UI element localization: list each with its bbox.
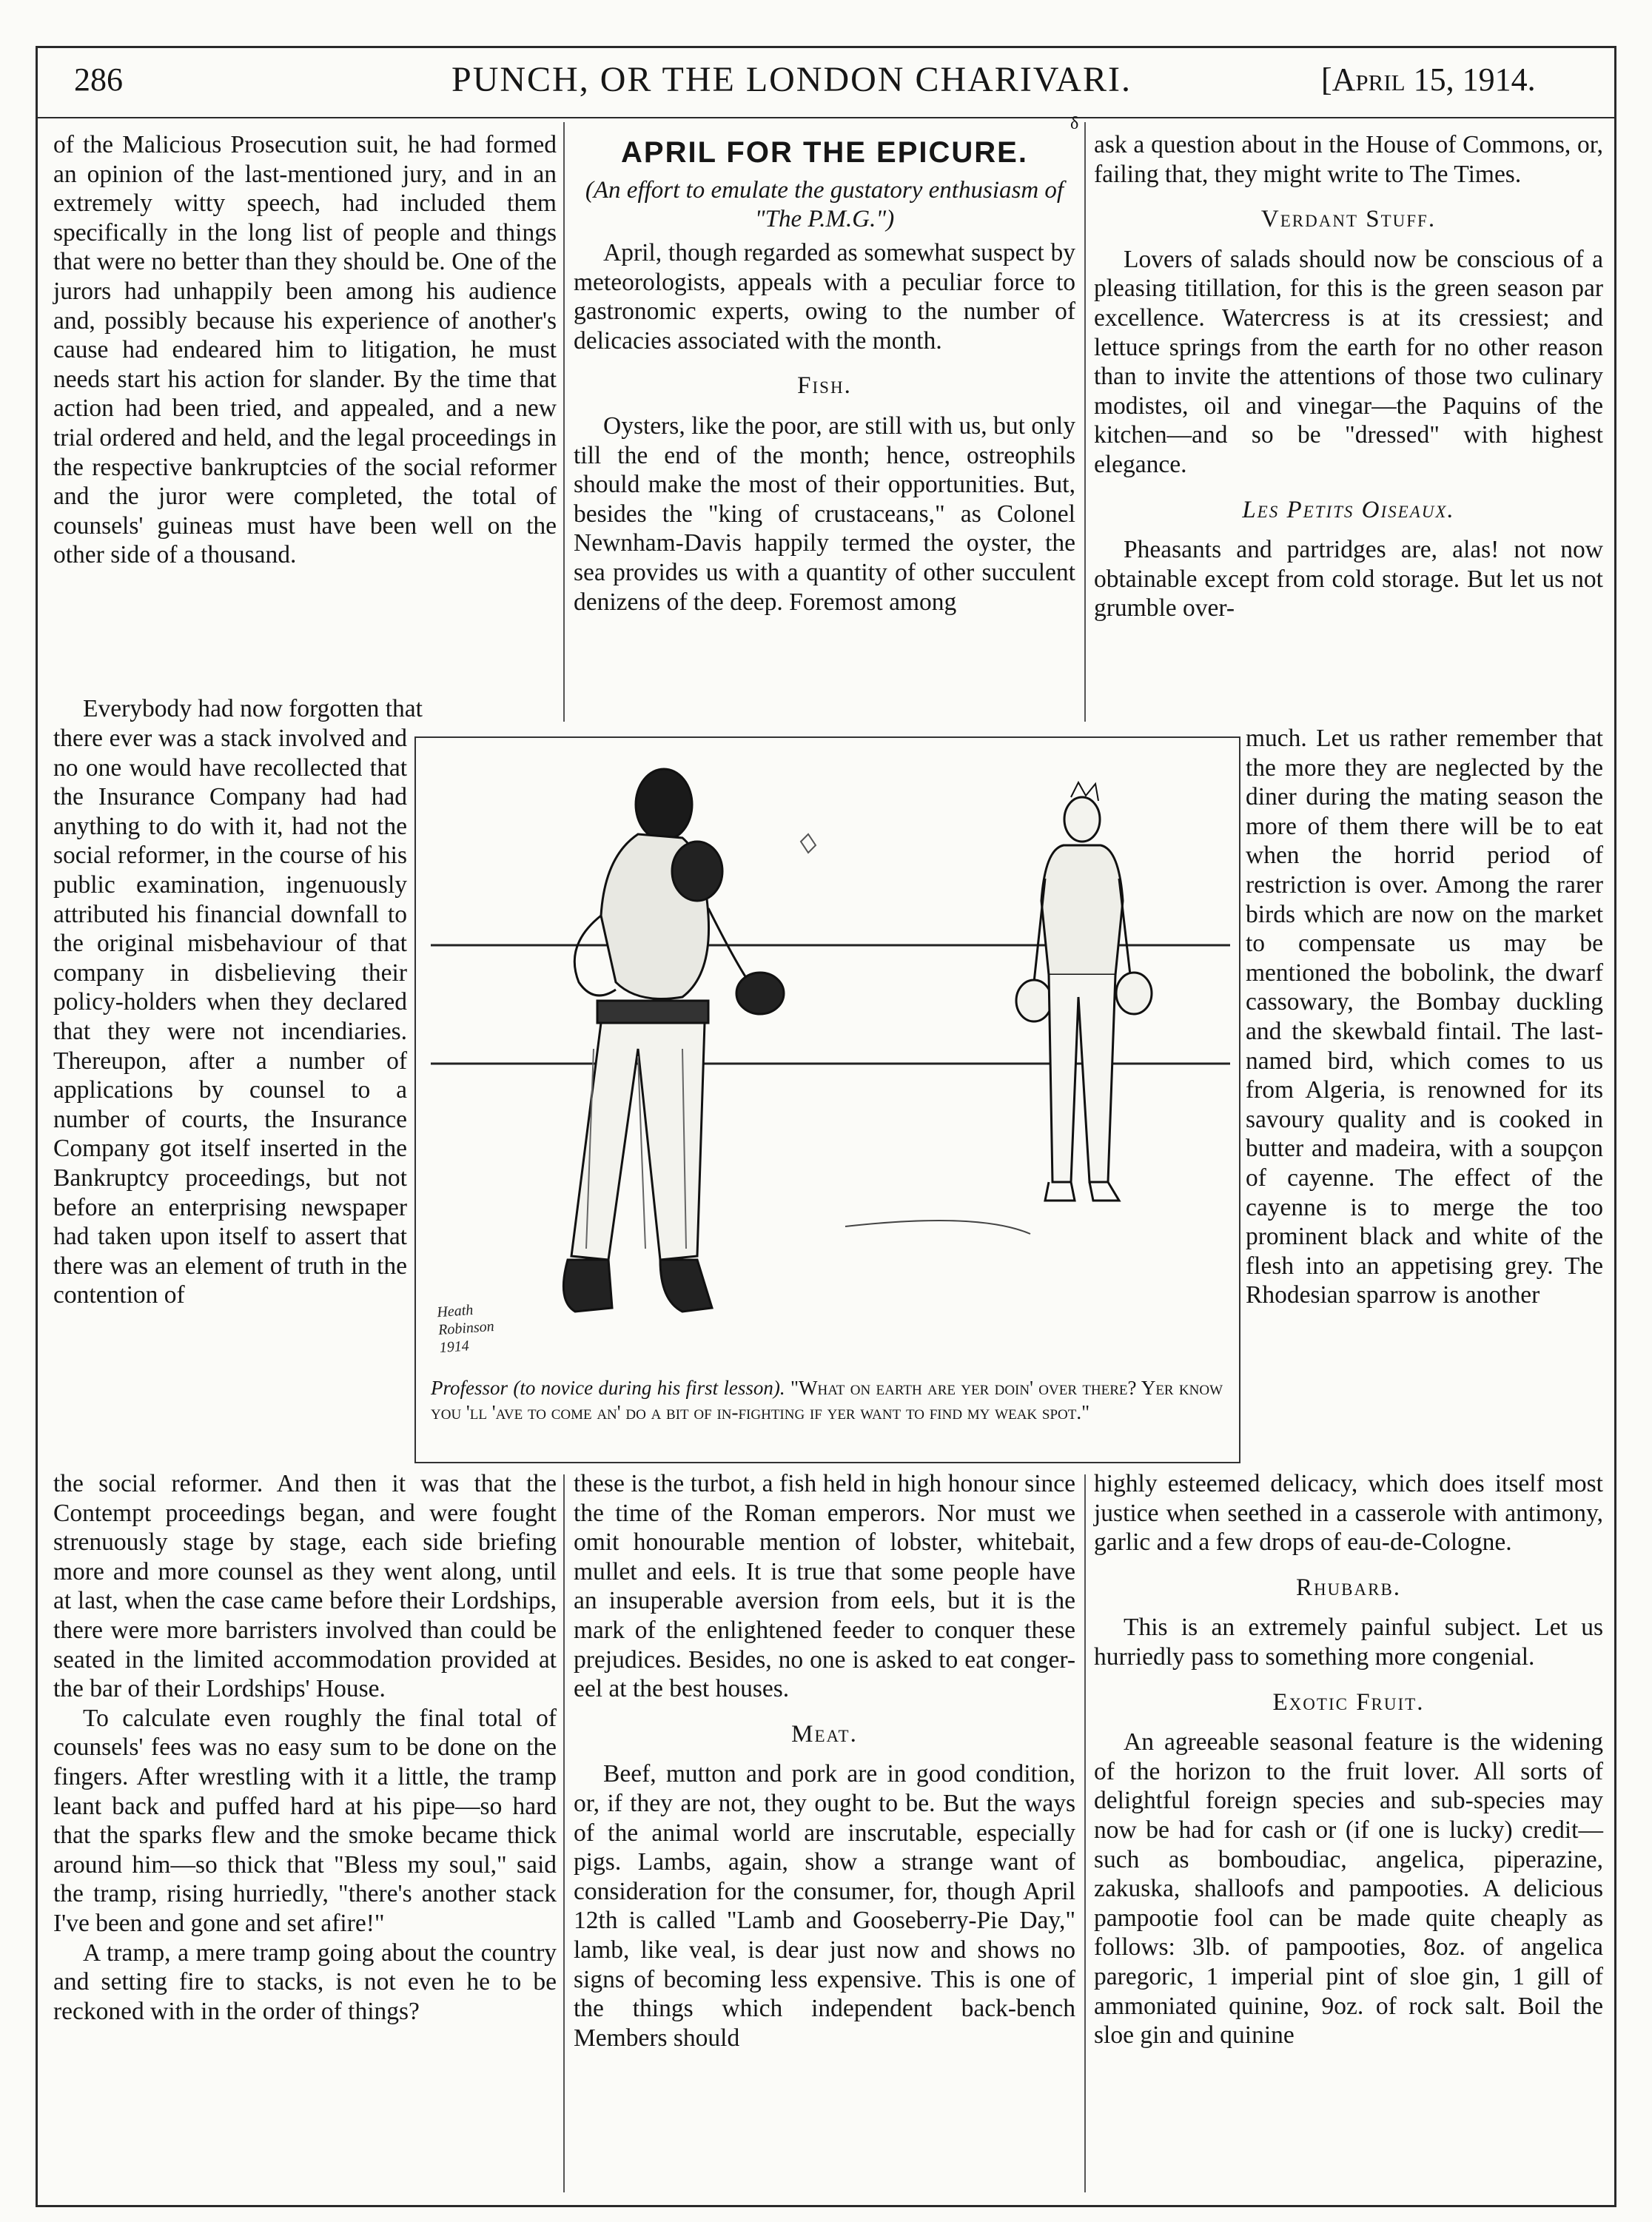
column-3-upper — [1094, 130, 1603, 623]
fish-text-continued: these is the turbot, a fish held in high honour since the time of the Roman emperors. Nor must we omit honourable mention of lobster, whitebait, mullet and eels. It is true that some people have an insuperable aversion from eels, but it is the mark of the enlightened feeder to conquer these prejudices. Besides, no one is asked to eat conger-eel at the best houses. — [574, 1470, 1075, 1703]
rhubarb-text: This is an extremely painful subject. Let us hurriedly pass to something more congenial. — [1094, 1614, 1603, 1671]
col1-paragraph-wrap-start: Everybody had now forgotten that — [83, 695, 423, 722]
caption-quote: "What on earth are yer doin' over there? Yer know you 'll 'ave to come an' do a bit of in-fighting if yer want to find my weak spot." — [431, 1377, 1223, 1423]
caption-direction: (to novice during his first lesson). — [513, 1377, 785, 1399]
heading-fish: Fish. — [797, 372, 852, 400]
column-divider-1 — [563, 122, 565, 722]
col3-intro: ask a question about in the House of Commons, or, failing that, they might write to The Times. — [1094, 131, 1603, 188]
article-subtitle: (An effort to emulate the gustatory enthusiasm of "The P.M.G.") — [585, 177, 1064, 232]
col1-paragraph: of the Malicious Prosecution suit, he had formed an opinion of the last-mentioned jury, and in an extremely witty speech, had included them specifically in the long list of people and things that were no better than they should be. One of the jurors had unhappily been among his audience and, possibly because his experience of another's cause had endeared him to litigation, he must needs start his action for slander. By the time that action had been tried, and appealed, and a new trial ordered and held, and the legal proceedings in the respective bankruptcies of the social reformer and the juror were completed, the total of counsels' guineas must have been well on the other side of a thousand. — [53, 131, 557, 569]
artist-signature: Heath Robinson 1914 — [436, 1301, 495, 1357]
cartoon-caption — [431, 1376, 1223, 1425]
exotic-text: An agreeable seasonal feature is the widening of the horizon to the fruit lover. All sorts of delightful foreign species and sub-species may now be had for cash or (if one is lucky) credit—such as bomboudiac, angelica, piperazine, zakuska, shalloofs and pampooties. A delicious pampootie fool can be made quite cheaply as follows: 3lb. of pampooties, 8oz. of angelica paregoric, 1 imperial pint of sloe gin, 1 gill of ammoniated quinine, 9oz. of rock salt. Boil the sloe gin and quinine — [1094, 1728, 1603, 2050]
heading-rhubarb: Rhubarb. — [1295, 1574, 1402, 1601]
article-title: APRIL FOR THE EPICURE. — [621, 136, 1028, 169]
column-divider-2 — [1084, 122, 1086, 722]
issue-date: [April 15, 1914. — [1321, 61, 1536, 98]
cartoon-frame — [414, 736, 1240, 1463]
col1-paragraph: the social reformer. And then it was that the Contempt proceedings began, and were fought strenuously stage by stage, each side briefing more and more counsel as they went along, until at last, when the case came before their Lordships, there were more barristers involved than could be seated in the limited accommodation provided at the bar of their Lordships' House. — [53, 1470, 557, 1703]
article-intro: April, though regarded as somewhat suspect by meteorologists, appeals with a peculiar force to gastronomic experts, owing to the number of delicacies associated with the month. — [574, 239, 1075, 355]
heading-exotic: Exotic Fruit. — [1272, 1688, 1425, 1716]
corner-mark: δ — [1070, 114, 1079, 133]
page-border-right — [1614, 46, 1616, 2207]
column-1-upper — [53, 130, 557, 570]
column-1-beside-cartoon — [53, 724, 407, 1310]
heading-oiseaux: Les Petits Oiseaux. — [1242, 496, 1455, 523]
floor-shadow — [845, 1221, 1030, 1234]
page-number: 286 — [74, 61, 123, 98]
caption-speaker: Professor — [431, 1377, 508, 1399]
column-divider-1-lower — [563, 1474, 565, 2192]
column-divider-2-lower — [1084, 1474, 1086, 2192]
verdant-text: Lovers of salads should now be conscious of a pleasing titillation, for this is the green season par excellence. Watercress is at its cressiest; and lettuce springs from the earth for no other reason than to invite the attentions of those two culinary modistes, oil and vinegar—the Paquins of the kitchen—and so be "dressed" with highest elegance. — [1094, 245, 1603, 478]
heading-meat: Meat. — [791, 1720, 858, 1748]
heading-verdant: Verdant Stuff. — [1260, 206, 1437, 233]
oiseaux-text-b: much. Let us rather remember that the more they are neglected by the diner during the mating season the more of them there will be to eat when the horrid period of restriction is over. Among the rarer birds which are now on the market to compensate us may be mentioned the bobolink, the dwarf cassowary, the Bombay duckling and the skewbald fintail. The last-named bird, which comes to us from Algeria, is renowned for its savoury quality and is cooked in butter and madeira, with a soupçon of cayenne. The effect of the cayenne is to merge the too prominent black and white of the flesh into an appetising grey. The Rhodesian sparrow is another — [1246, 725, 1603, 1309]
cartoon-illustration — [416, 738, 1239, 1360]
dust-mark — [801, 834, 816, 853]
publication-title: PUNCH, OR THE LONDON CHARIVARI. — [451, 60, 1132, 99]
oiseaux-text-a: Pheasants and partridges are, alas! not now obtainable except from cold storage. But let us not grumble over- — [1094, 536, 1603, 622]
professor-figure — [563, 769, 784, 1312]
page-border-bottom — [36, 2205, 1616, 2207]
fish-text: Oysters, like the poor, are still with us, but only till the end of the month; hence, ostreophils should make the most of their opportunities. But, besides the "king of crustaceans," as Colonel Newnham-Davis happily termed the oyster, the sea provides us with a quantity of other succulent denizens of the deep. Foremost among — [574, 412, 1075, 616]
meat-text: Beef, mutton and pork are in good condition, or, if they are not, they ought to be. But the ways of the animal world are inscrutable, especially pigs. Lambs, again, show a strange want of consideration for the consumer, for, though April 12th is called "Lamb and Gooseberry-Pie Day," lamb, like veal, is dear just now and shows no signs of becoming less expensive. This is one of the things which independent back-bench Members should — [574, 1760, 1075, 2052]
oiseaux-text-c: highly esteemed delicacy, which does itself most justice when seethed in a casserole with antimony, garlic and a few drops of eau-de-Cologne. — [1094, 1470, 1603, 1557]
column-3-lower — [1094, 1469, 1603, 2050]
col1-paragraph: To calculate even roughly the final total of counsels' fees was no easy sum to be done on the fingers. After wrestling with it a little, the tramp leant back and puffed hard at his pipe—so hard that the sparks flew and the smoke became thick around him—so thick that "Bless my soul," said the tramp, rising hurriedly, "there's another stack I've been and gone and set afire!" — [53, 1704, 557, 1937]
header-rule — [36, 117, 1616, 118]
column-2-lower — [574, 1469, 1075, 2053]
novice-figure — [1016, 782, 1152, 1201]
col1-paragraph-narrow: there ever was a stack involved and no one would have recollected that the Insurance Company had had anything to do with it, had not the social reformer, in the course of his public examination, ingenuously attributed his financial downfall to the original misbehaviour of that company in disbelieving their policy-holders when they declared that they were not incendiaries. Thereupon, after a number of applications by counsel to a number of courts, the Insurance Company got itself inserted in the Bankruptcy proceedings, but not before an enterprising newspaper had taken upon itself to assert that there was an element of truth in the contention of — [53, 725, 407, 1309]
column-2-upper — [574, 130, 1075, 617]
col1-paragraph: A tramp, a mere tramp going about the country and setting fire to stacks, is not even he to be reckoned with in the order of things? — [53, 1939, 557, 2025]
page-border-left — [36, 46, 38, 2207]
column-1-wrap — [53, 694, 557, 724]
column-1-lower — [53, 1469, 557, 2026]
column-3-beside-cartoon — [1246, 724, 1603, 1310]
page-border-top — [36, 46, 1616, 48]
